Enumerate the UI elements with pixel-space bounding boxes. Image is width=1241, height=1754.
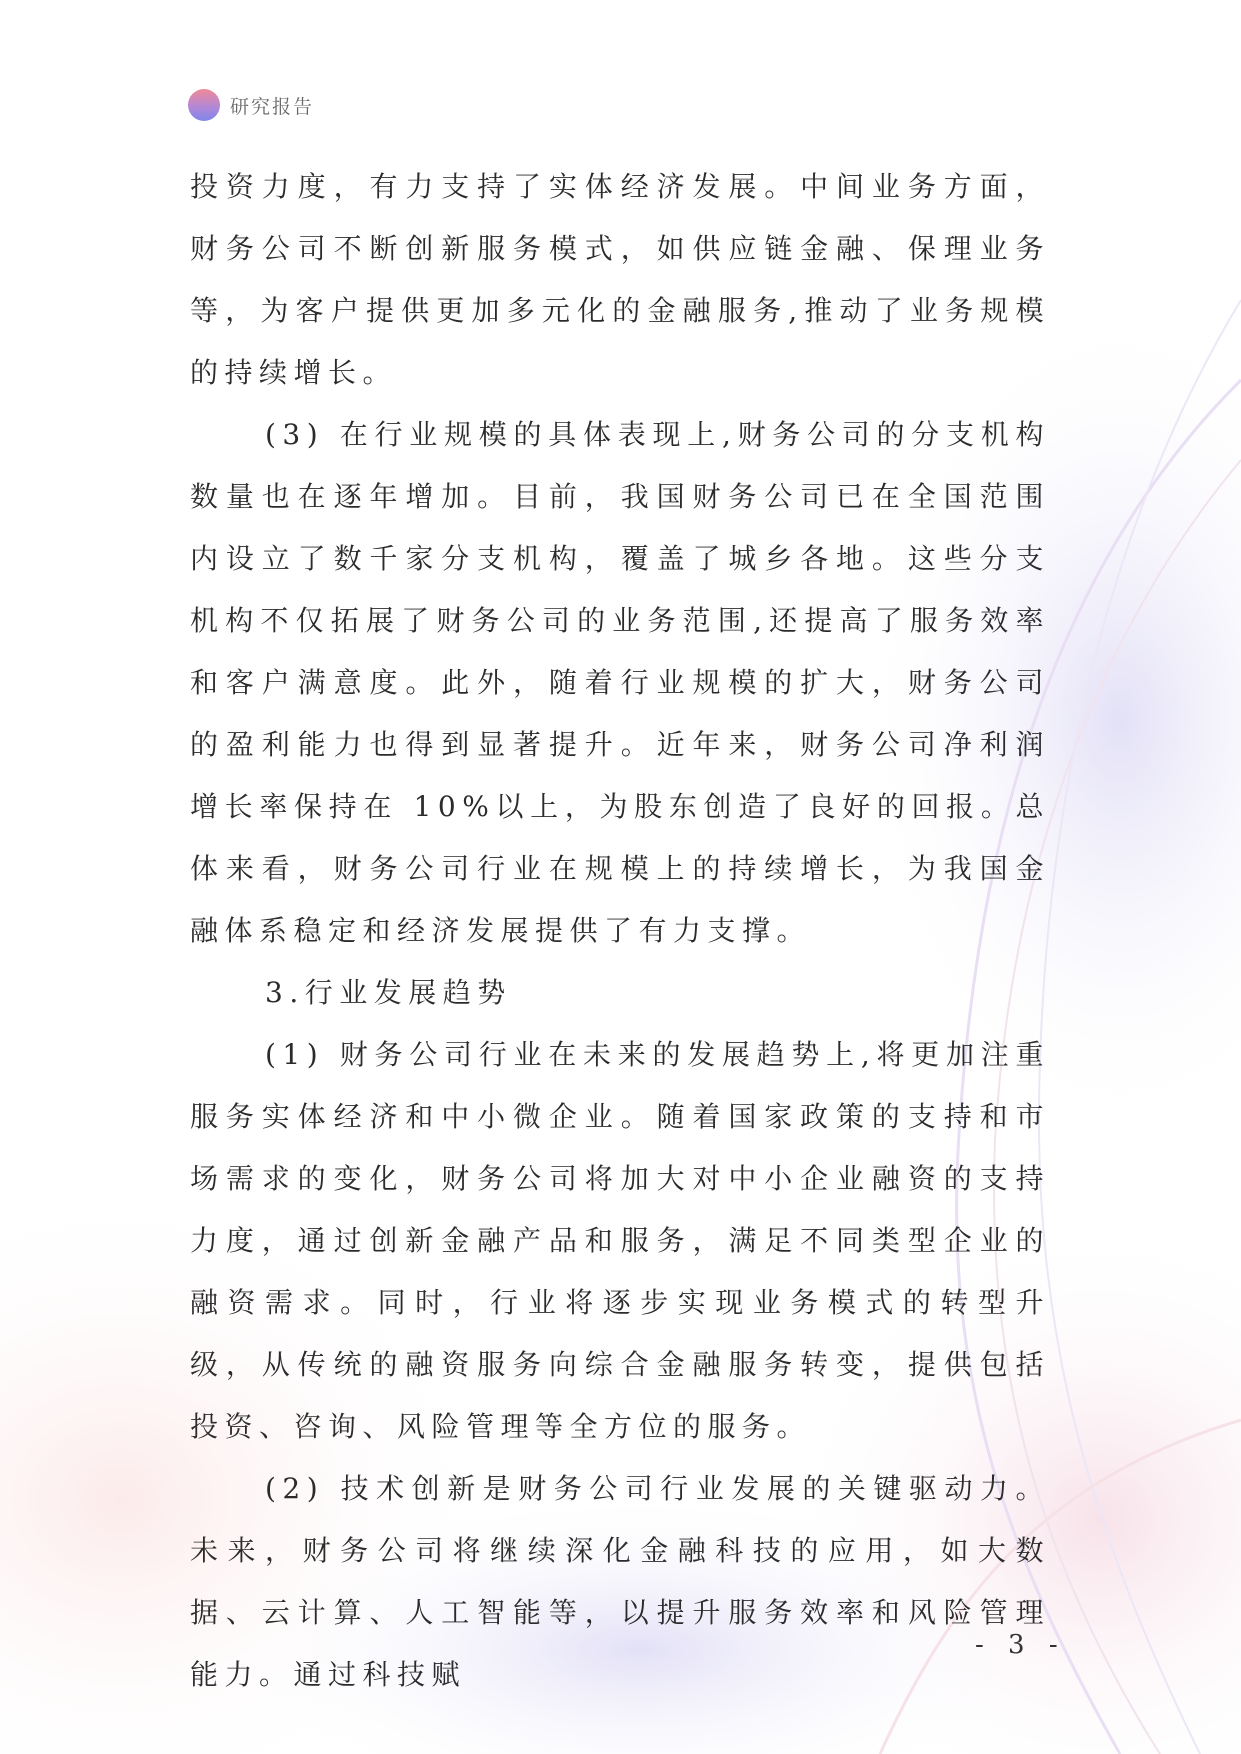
logo-circle-icon bbox=[188, 89, 220, 121]
paragraph-trend-2: (2) 技术创新是财务公司行业发展的关键驱动力。未来，财务公司将继续深化金融科技的应用，如大数据、云计算、人工智能等，以提升服务效率和风险管理能力。通过科技赋 bbox=[190, 1472, 1050, 1691]
paragraph-scale-3: (3) 在行业规模的具体表现上,财务公司的分支机构数量也在逐年增加。目前，我国财务公司已在全国范围内设立了数千家分支机构，覆盖了城乡各地。这些分支机构不仅拓展了财务公司的业务范围,还提高了服务效率和客户满意度。此外，随着行业规模的扩大，财务公司的盈利能力也得到显著提升。近年来，财务公司净利润增长率保持在 10%以上，为股东创造了良好的回报。总体来看，财务公司行业在规模上的持续增长，为我国金融体系稳定和经济发展提供了有力支撑。 bbox=[190, 418, 1050, 947]
paragraph-continuation: 投资力度，有力支持了实体经济发展。中间业务方面，财务公司不断创新服务模式，如供应链金融、保理业务等，为客户提供更加多元化的金融服务,推动了业务规模的持续增长。 bbox=[190, 170, 1050, 389]
section-heading-trends: 3.行业发展趋势 bbox=[265, 976, 512, 1009]
report-header bbox=[188, 89, 314, 121]
paragraph-trend-1: (1) 财务公司行业在未来的发展趋势上,将更加注重服务实体经济和中小微企业。随着国家政策的支持和市场需求的变化，财务公司将加大对中小企业融资的支持力度，通过创新金融产品和服务，满足不同类型企业的融资需求。同时，行业将逐步实现业务模式的转型升级，从传统的融资服务向综合金融服务转变，提供包括投资、咨询、风险管理等全方位的服务。 bbox=[190, 1038, 1050, 1443]
header-title: 研究报告 bbox=[230, 95, 315, 118]
page-number: - 3 - bbox=[975, 1630, 1066, 1660]
report-body bbox=[190, 156, 1050, 1706]
